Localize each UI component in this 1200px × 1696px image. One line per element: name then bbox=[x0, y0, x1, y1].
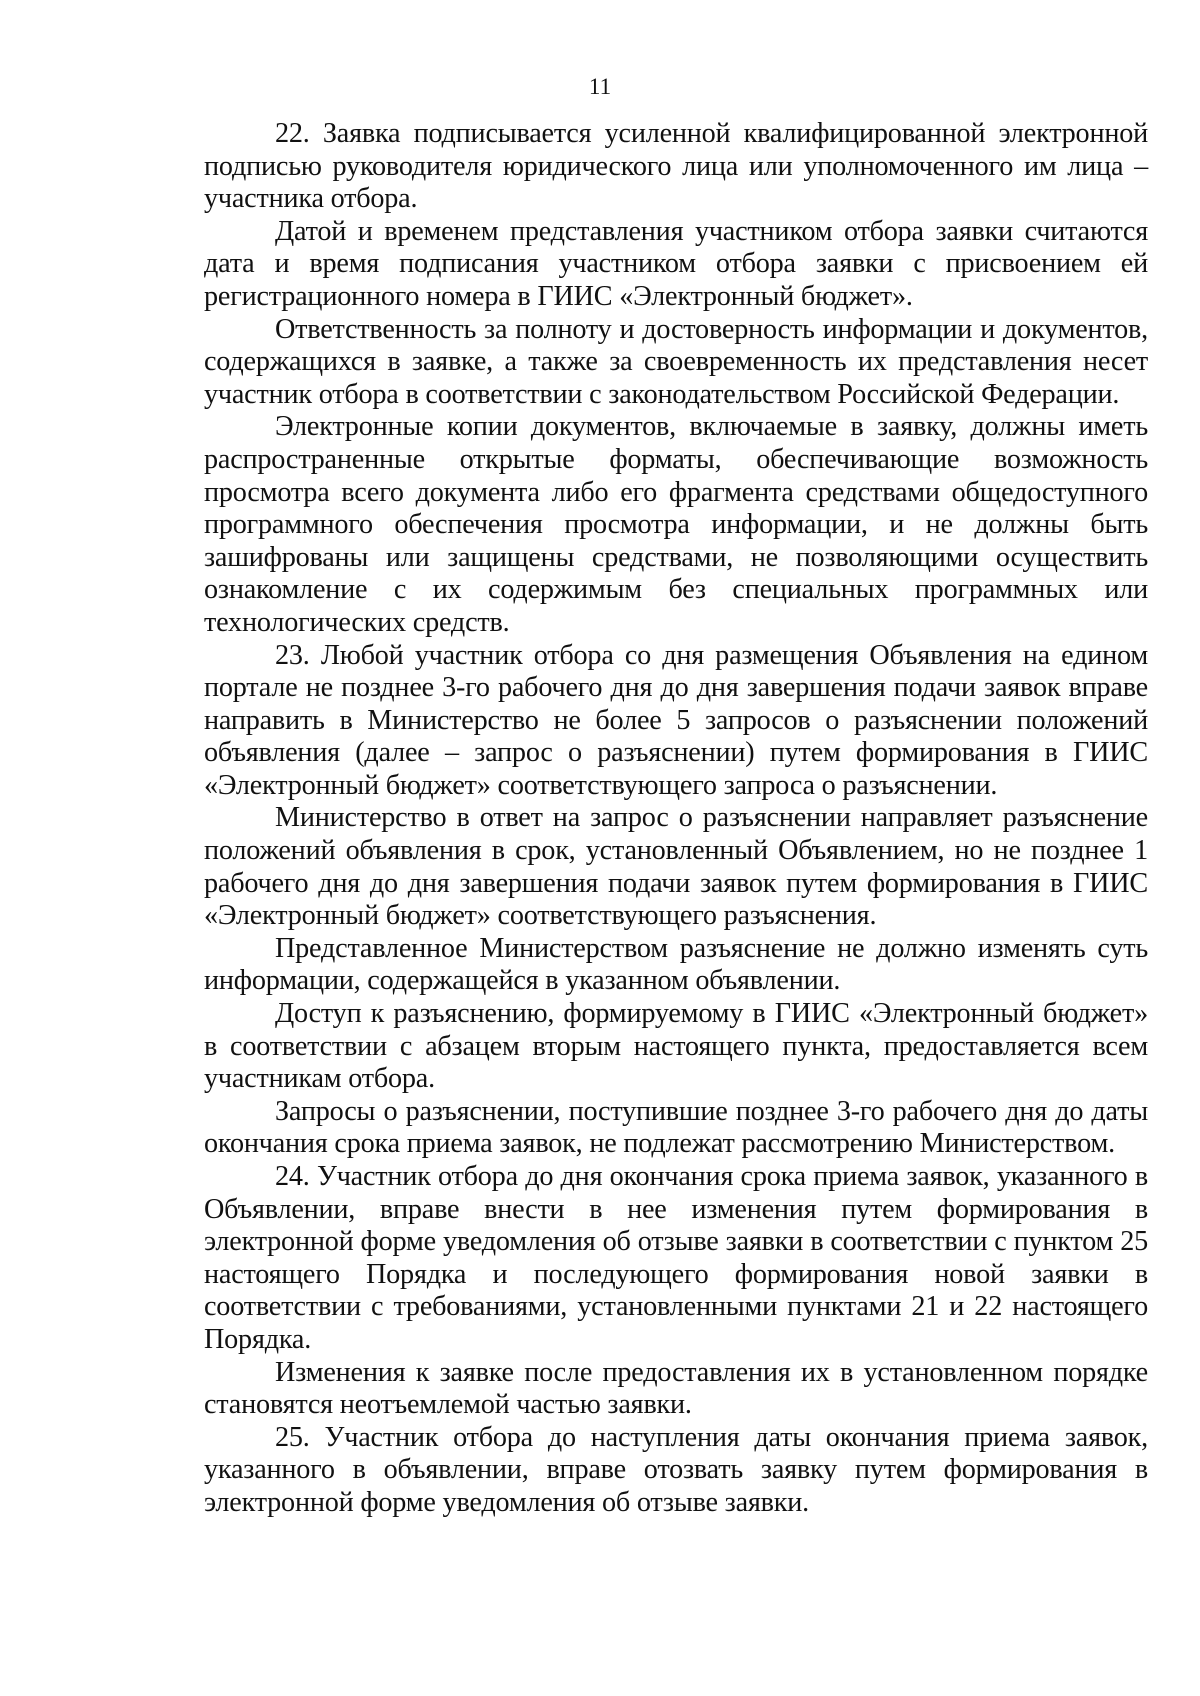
paragraph-electronic-copies: Электронные копии документов, включаемые в заявку, должны иметь распространенные открытые форматы, обеспечивающие возможность просмотра всего документа либо его фрагмента средствами общедоступного программного обеспечения просмотра информации, и не должны быть зашифрованы или защищены средствами, не позволяющими осуществить ознакомление с их содержимым без специальных программных или технологических средств. bbox=[204, 411, 1148, 638]
paragraph-23-clarification-request: 23. Любой участник отбора со дня размещения Объявления на едином портале не позднее 3-го рабочего дня до дня завершения подачи заявок вправе направить в Министерство не более 5 запросов о разъяснении положений объявления (далее – запрос о разъяснении) путем формирования в ГИИС «Электронный бюджет» соответствующего запроса о разъяснении. bbox=[204, 639, 1148, 801]
paragraph-24-changes: 24. Участник отбора до дня окончания срока приема заявок, указанного в Объявлении, вправе внести в нее изменения путем формирования в электронной форме уведомления об отзыве заявки в соответствии с пунктом 25 настоящего Порядка и последующего формирования новой заявки в соответствии с требованиями, установленными пунктами 21 и 22 настоящего Порядка. bbox=[204, 1161, 1148, 1355]
paragraph-25-withdrawal: 25. Участник отбора до наступления даты окончания приема заявок, указанного в объявлении, вправе отозвать заявку путем формирования в электронной форме уведомления об отзыве заявки. bbox=[204, 1421, 1148, 1518]
paragraph-late-requests: Запросы о разъяснении, поступившие позднее 3-го рабочего дня до даты окончания срока приема заявок, не подлежат рассмотрению Министерством. bbox=[204, 1095, 1148, 1160]
paragraph-submission-date: Датой и временем представления участником отбора заявки считаются дата и время подписания участником отбора заявки с присвоением ей регистрационного номера в ГИИС «Электронный бюджет». bbox=[204, 215, 1148, 312]
paragraph-clarification-access: Доступ к разъяснению, формируемому в ГИИС «Электронный бюджет» в соответствии с абзацем вторым настоящего пункта, предоставляется всем участникам отбора. bbox=[204, 998, 1148, 1095]
page-number: 11 bbox=[588, 74, 612, 99]
paragraph-changes-part-of-application: Изменения к заявке после предоставления их в установленном порядке становятся неотъемлемой частью заявки. bbox=[204, 1356, 1148, 1421]
paragraph-ministry-response: Министерство в ответ на запрос о разъяснении направляет разъяснение положений объявления в срок, установленный Объявлением, но не позднее 1 рабочего дня до дня завершения подачи заявок путем формирования в ГИИС «Электронный бюджет» соответствующего разъяснения. bbox=[204, 802, 1148, 932]
document-body bbox=[204, 118, 1148, 1520]
paragraph-22-signature: 22. Заявка подписывается усиленной квалифицированной электронной подписью руководителя юридического лица или уполномоченного им лица – участника отбора. bbox=[204, 118, 1148, 215]
paragraph-responsibility: Ответственность за полноту и достоверность информации и документов, содержащихся в заявке, а также за своевременность их представления несет участник отбора в соответствии с законодательством Российской Федерации. bbox=[204, 313, 1148, 410]
paragraph-clarification-content: Представленное Министерством разъяснение не должно изменять суть информации, содержащейся в указанном объявлении. bbox=[204, 932, 1148, 997]
